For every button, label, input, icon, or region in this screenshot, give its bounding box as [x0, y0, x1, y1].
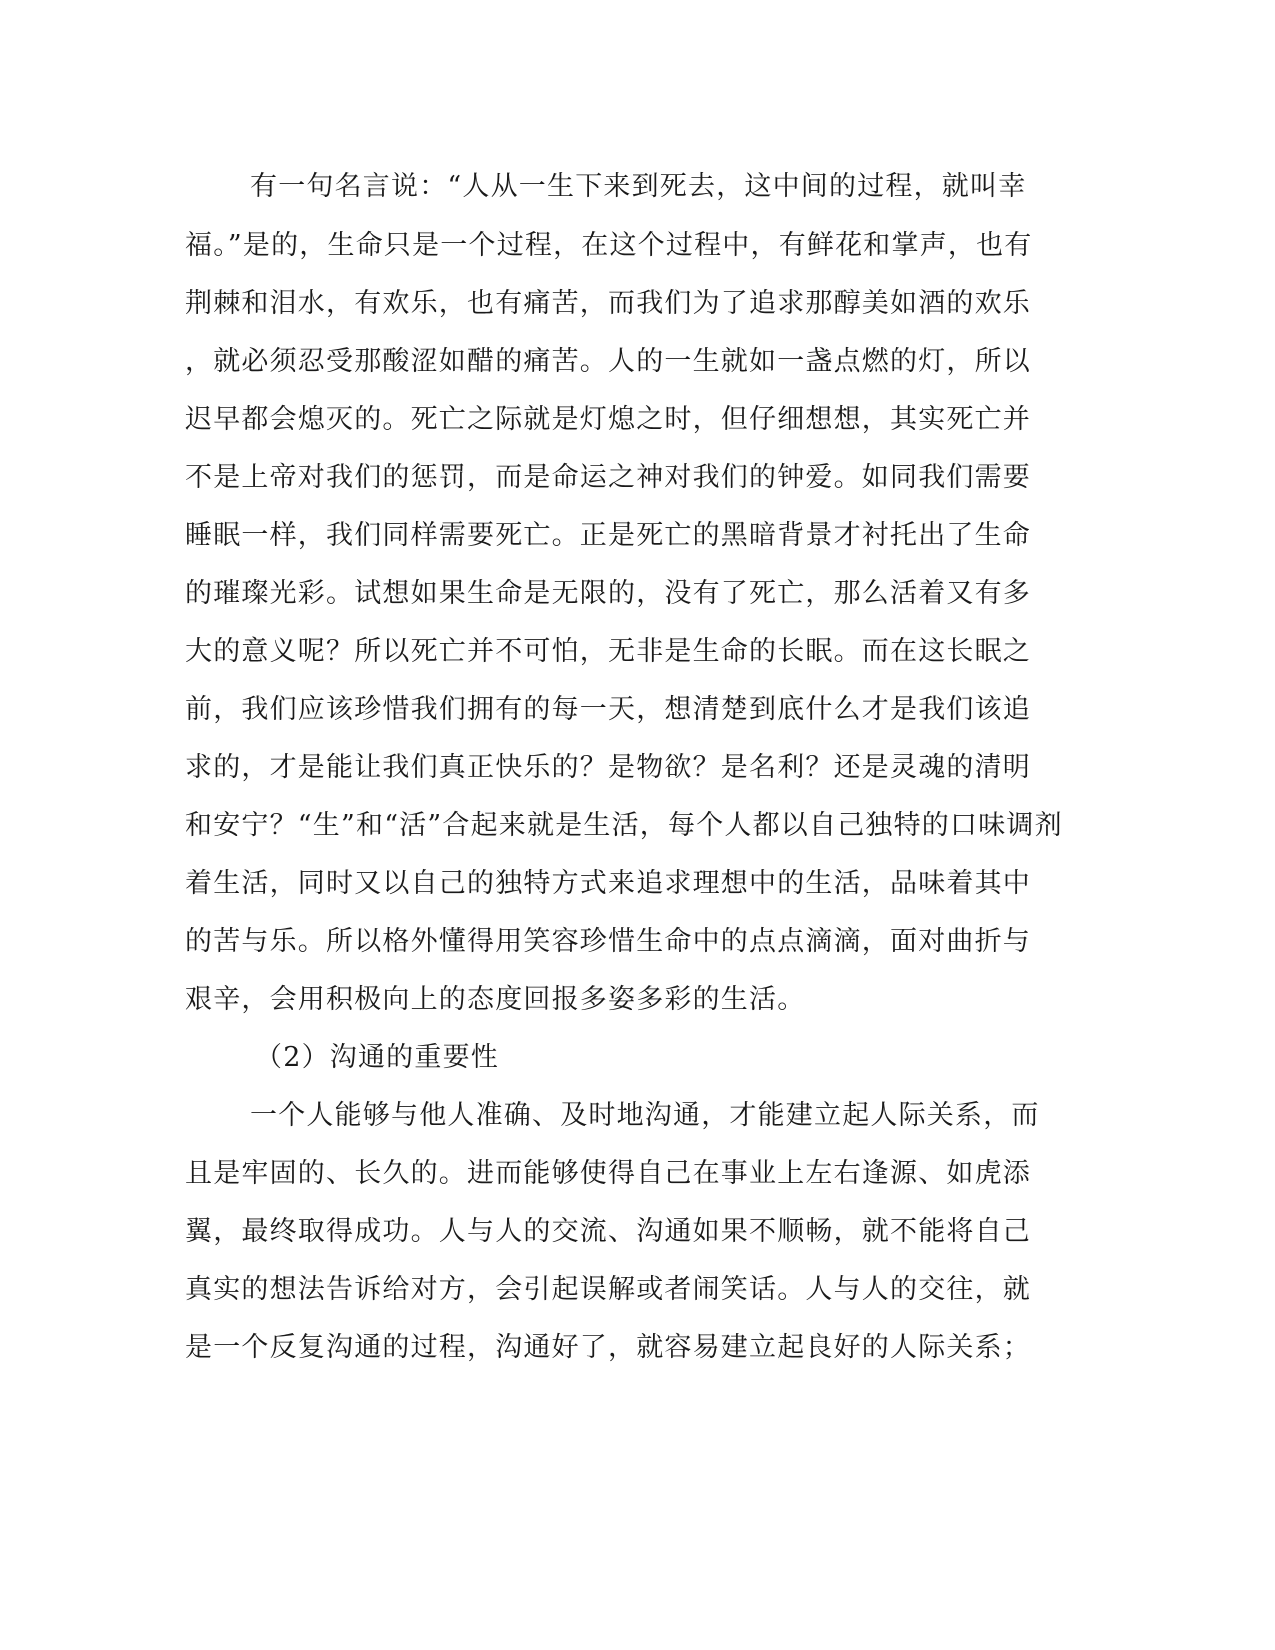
- text-line: 真实的想法告诉给对方，会引起误解或者闹笑话。人与人的交往，就: [185, 1274, 1031, 1305]
- text-line: ，就必须忍受那酸涩如醋的痛苦。人的一生就如一盏点燃的灯，所以: [185, 346, 1031, 377]
- text-line: 大的意义呢？所以死亡并不可怕，无非是生命的长眠。而在这长眠之: [185, 636, 1031, 667]
- text-line: 的璀璨光彩。试想如果生命是无限的，没有了死亡，那么活着又有多: [185, 578, 1031, 609]
- text-line: 艰辛，会用积极向上的态度回报多姿多彩的生活。: [185, 984, 806, 1015]
- text-line: 是一个反复沟通的过程，沟通好了，就容易建立起良好的人际关系；: [185, 1332, 1031, 1363]
- text-line: 一个人能够与他人准确、及时地沟通，才能建立起人际关系，而: [250, 1100, 1040, 1131]
- text-line: 迟早都会熄灭的。死亡之际就是灯熄之时，但仔细想想，其实死亡并: [185, 404, 1031, 435]
- text-line: 和安宁？“生”和“活”合起来就是生活，每个人都以自己独特的口味调剂: [185, 810, 1063, 841]
- text-line: 着生活，同时又以自己的独特方式来追求理想中的生活，品味着其中: [185, 868, 1031, 899]
- text-line: 福。”是的，生命只是一个过程，在这个过程中，有鲜花和掌声，也有: [185, 230, 1033, 261]
- text-line: 睡眠一样，我们同样需要死亡。正是死亡的黑暗背景才衬托出了生命: [185, 520, 1031, 551]
- text-line: 的苦与乐。所以格外懂得用笑容珍惜生命中的点点滴滴，面对曲折与: [185, 926, 1031, 957]
- text-line: 前，我们应该珍惜我们拥有的每一天，想清楚到底什么才是我们该追: [185, 694, 1031, 725]
- text-line: 不是上帝对我们的惩罚，而是命运之神对我们的钟爱。如同我们需要: [185, 462, 1031, 493]
- text-line: 求的，才是能让我们真正快乐的？是物欲？是名利？还是灵魂的清明: [185, 752, 1031, 783]
- text-line: 且是牢固的、长久的。进而能够使得自己在事业上左右逢源、如虎添: [185, 1158, 1031, 1189]
- text-line: 有一句名言说：“人从一生下来到死去，这中间的过程，就叫幸: [250, 171, 1027, 202]
- text-line: 翼，最终取得成功。人与人的交流、沟通如果不顺畅，就不能将自己: [185, 1216, 1031, 1247]
- section-heading: （2）沟通的重要性: [255, 1042, 499, 1073]
- text-line: 荆棘和泪水，有欢乐，也有痛苦，而我们为了追求那醇美如酒的欢乐: [185, 288, 1031, 319]
